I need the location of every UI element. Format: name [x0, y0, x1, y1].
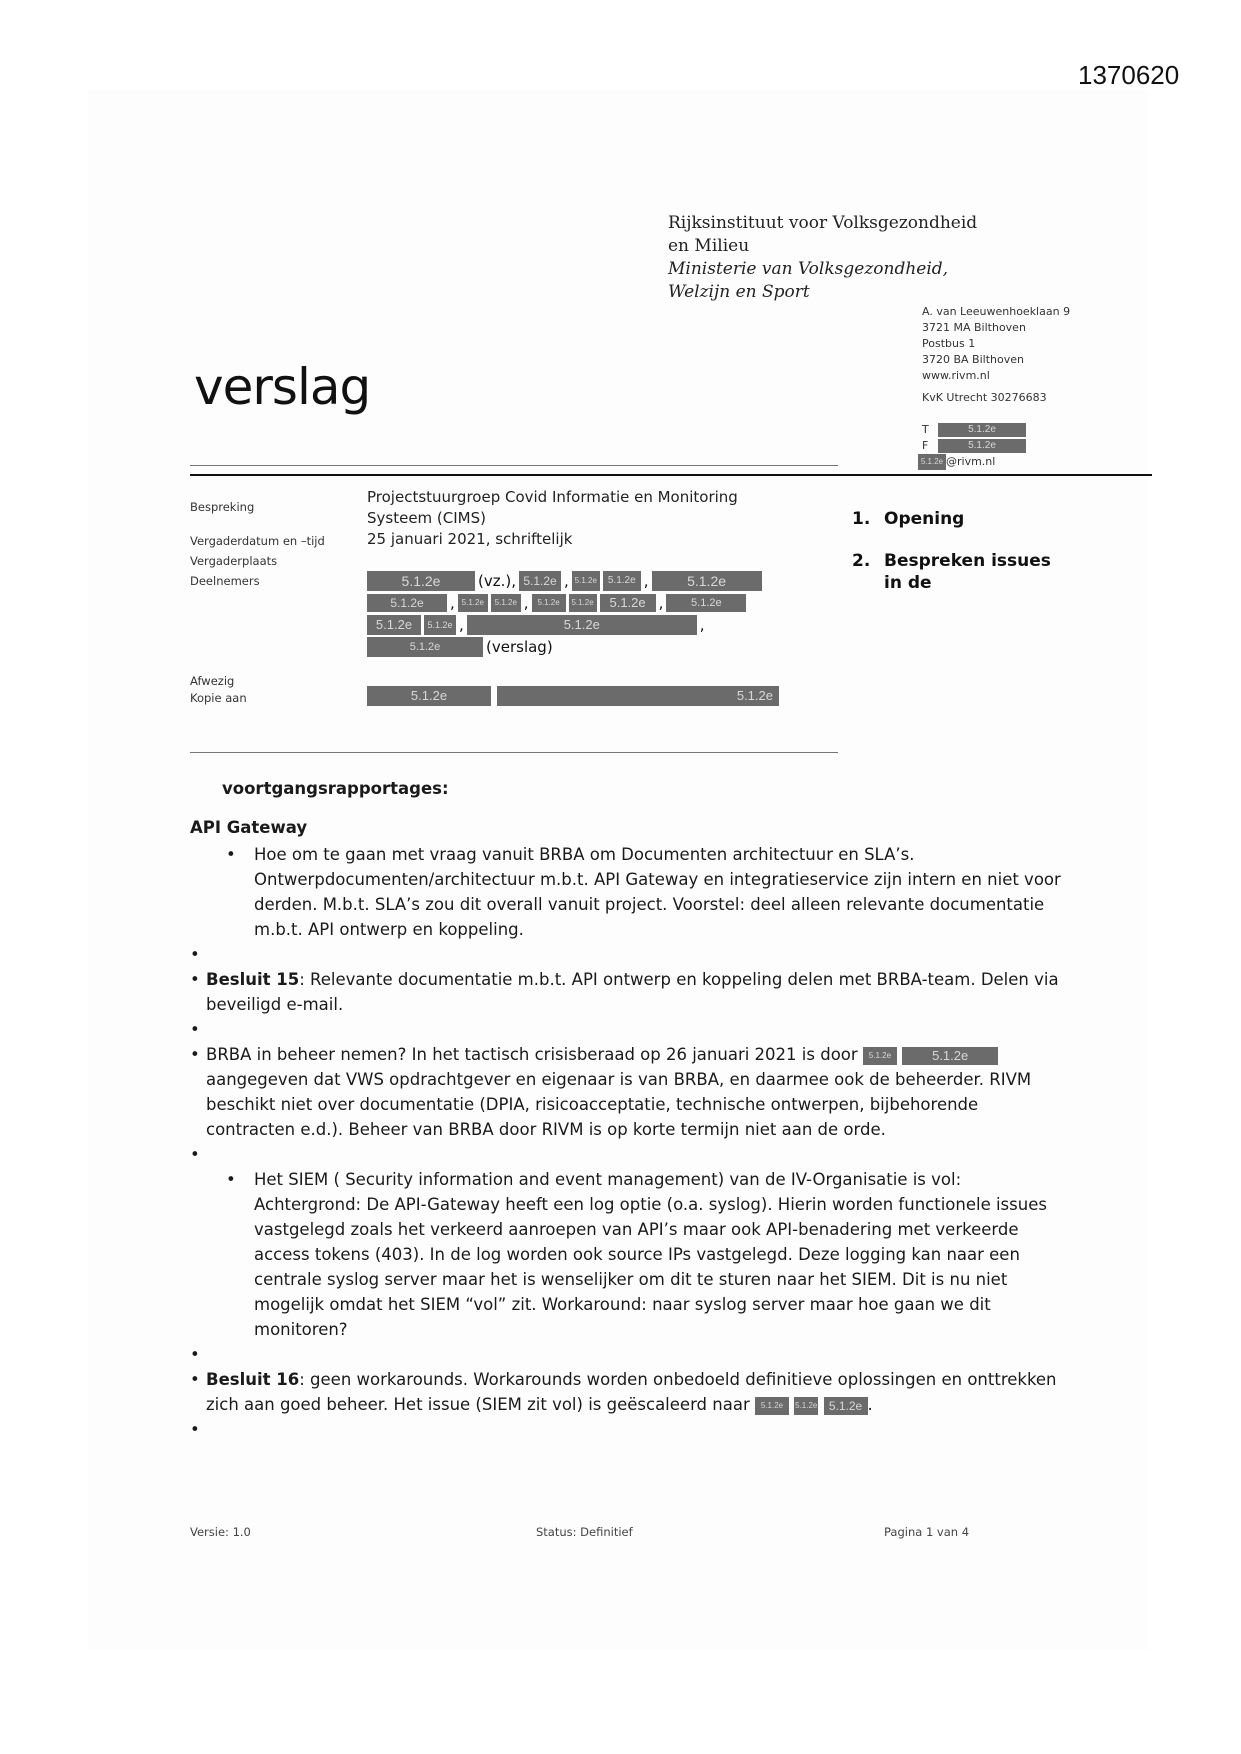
list-item-brba: • BRBA in beheer nemen? In het tactisch crisisberaad op 26 januari 2021 is door 5.1.2e 5.1.2e aangegeven dat VWS opdrachtgever en eigenaar is van BRBA, en daarmee ook de beheerder. RIVM beschikt niet over documentatie (DPIA, risicoacceptatie, technische ontwerpen, bijbehorende contracten e.d.). Beheer van BRBA door RIVM is op korte termijn niet aan de orde. — [190, 1045, 1032, 1139]
label-datum: Vergaderdatum en –tijd — [190, 534, 325, 548]
agenda-item: 2. Bespreken issues in de — [852, 551, 1051, 593]
label-kopie: Kopie aan — [190, 691, 247, 705]
label-afwezig: Afwezig — [190, 674, 235, 688]
address-postbus-city: 3720 BA Bilthoven — [922, 353, 1024, 366]
label-deelnemers: Deelnemers — [190, 574, 260, 588]
empty-bullet — [190, 1342, 1070, 1367]
empty-bullet — [190, 942, 1070, 967]
redacted-name: 5.1.2e — [603, 571, 641, 591]
contact-block — [922, 422, 1026, 470]
section-title: API Gateway — [190, 818, 308, 837]
decision-15: • Besluit 15: Relevante documentatie m.b.t. API ontwerp en koppeling delen met BRBA-team. Delen via beveiligd e-mail. — [190, 970, 1059, 1014]
datum-value: 25 januari 2021, schriftelijk — [367, 530, 573, 548]
website-link[interactable]: www.rivm.nl — [922, 369, 990, 382]
phone-label: T — [922, 423, 929, 436]
redacted-name: 5.1.2e — [666, 594, 746, 612]
redacted-name: 5.1.2e — [794, 1397, 818, 1415]
label-bespreking: Bespreking — [190, 500, 255, 514]
document-title: verslag — [194, 358, 371, 416]
redacted-fax: 5.1.2e — [938, 439, 1026, 453]
divider-bottom — [190, 752, 838, 753]
bespreking-value: Projectstuurgroep Covid Informatie en Monitoring Systeem (CIMS) — [367, 488, 738, 527]
list-item: • Hoe om te gaan met vraag vanuit BRBA om Documenten architectuur en SLA’s. Ontwerpdocumenten/architectuur m.b.t. API Gateway en integratieservice zijn intern en niet voor derden. M.b.t. SLA’s zou dit overall vanuit project. Voorstel: deel alleen relevante documentatie m.b.t. API ontwerp en koppeling. — [190, 842, 1070, 942]
empty-bullet — [190, 1142, 1070, 1167]
participants: 5.1.2e (vz.), 5.1.2e , 5.1.2e 5.1.2e , 5.1.2e 5.1.2e , 5.1.2e 5.1.2e , 5.1.2e 5.1.2e 5.1.2e , 5.1.2e 5.1.2e 5.1.2e , 5.1.2e , 5.1.2e (verslag) — [367, 570, 797, 658]
redacted-name: 5.1.2e — [600, 594, 656, 612]
redacted-name: 5.1.2e — [367, 637, 483, 657]
redacted-name: 5.1.2e — [491, 594, 521, 612]
minutes-marker: (verslag) — [486, 638, 553, 656]
redacted-name: 5.1.2e — [519, 571, 561, 591]
redacted-name: 5.1.2e — [824, 1397, 868, 1415]
redacted-name: 5.1.2e — [367, 615, 421, 635]
redacted-name: 5.1.2e — [367, 686, 491, 706]
org-name-line1: Rijksinstituut voor Volksgezondheid — [668, 213, 978, 233]
label-plaats: Vergaderplaats — [190, 554, 278, 568]
redacted-name: 5.1.2e — [497, 686, 779, 706]
empty-bullet — [190, 1017, 1070, 1042]
divider-thick — [190, 474, 1152, 476]
redacted-name: 5.1.2e — [863, 1047, 897, 1065]
address-street: A. van Leeuwenhoeklaan 9 — [922, 305, 1071, 318]
chair-marker: (vz.), — [478, 572, 516, 590]
redacted-name: 5.1.2e — [367, 571, 475, 591]
address-postcode: 3721 MA Bilthoven — [922, 321, 1026, 334]
agenda — [852, 508, 1051, 614]
redacted-name: 5.1.2e — [569, 594, 597, 612]
list-item-siem: • Het SIEM ( Security information and event management) van de IV-Organisatie is vol: Achtergrond: De API-Gateway heeft een log optie (o.a. syslog). Hierin worden functionele issues vastgelegd zoals het verkeerd aanroepen van API’s maar ook API-benadering met verkeerde access tokens (403). In de log worden ook source IPs vastgelegd. Deze logging kan naar een centrale syslog server maar het is wenselijker om dit te sturen naar het SIEM. Dit is nu niet mogelijk omdat het SIEM “vol” zit. Workaround: naar syslog server maar hoe gaan we dit monitoren? — [190, 1167, 1070, 1342]
redacted-name: 5.1.2e — [902, 1047, 998, 1065]
ministry-line1: Ministerie van Volksgezondheid, — [668, 259, 949, 279]
continued-heading: voortgangsrapportages: — [222, 779, 449, 798]
ministry-line2: Welzijn en Sport — [668, 282, 810, 302]
redacted-name: 5.1.2e — [652, 571, 762, 591]
email-domain: @rivm.nl — [946, 455, 996, 468]
redacted-email-user: 5.1.2e — [918, 454, 946, 470]
redacted-name: 5.1.2e — [572, 571, 600, 591]
empty-bullet — [190, 1417, 1070, 1442]
footer-page: Pagina 1 van 4 — [884, 1525, 970, 1539]
redacted-name: 5.1.2e — [532, 594, 566, 612]
organization-header — [668, 212, 977, 304]
divider — [190, 465, 838, 466]
footer-version: Versie: 1.0 — [190, 1525, 251, 1539]
redacted-name: 5.1.2e — [367, 594, 447, 612]
redacted-name: 5.1.2e — [424, 615, 456, 635]
redacted-name: 5.1.2e — [467, 615, 697, 635]
redacted-name: 5.1.2e — [755, 1397, 789, 1415]
redacted-phone: 5.1.2e — [938, 423, 1026, 437]
address-block — [922, 304, 1070, 406]
document-id: 1370620 — [1078, 60, 1180, 90]
kopie-aan-value — [367, 686, 779, 706]
agenda-item: 1. Opening — [852, 509, 965, 529]
org-name-line2: en Milieu — [668, 236, 750, 256]
footer-status: Status: Definitief — [536, 1525, 633, 1539]
redacted-name: 5.1.2e — [458, 594, 488, 612]
kvk-number: KvK Utrecht 30276683 — [922, 391, 1047, 404]
address-postbus: Postbus 1 — [922, 337, 976, 350]
minutes-body — [190, 768, 1070, 1442]
fax-label: F — [922, 439, 929, 452]
decision-16: • Besluit 16: geen workarounds. Workarounds worden onbedoeld definitieve oplossingen en onttrekken zich aan goed beheer. Het issue (SIEM zit vol) is geëscaleerd naar 5.1.2e 5.1.2e 5.1.2e . — [190, 1370, 1057, 1414]
